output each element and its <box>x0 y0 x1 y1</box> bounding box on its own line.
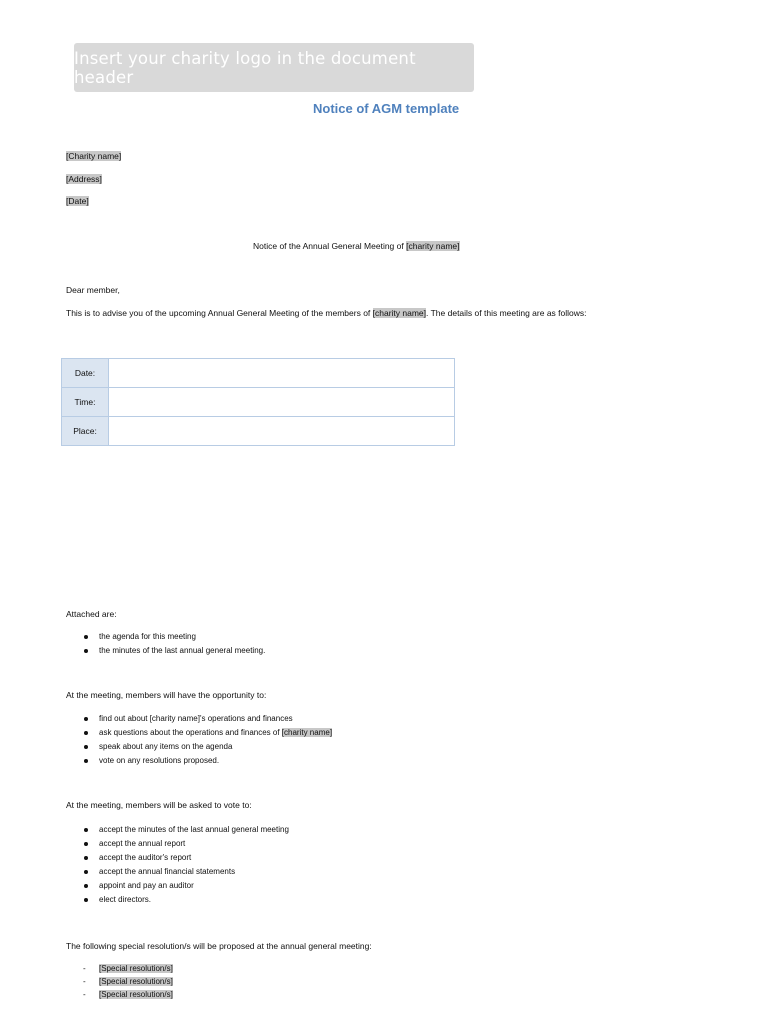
vote-list <box>66 823 289 907</box>
list-item: find out about [charity name]'s operations and finances <box>66 712 332 726</box>
list-item <box>66 962 173 975</box>
notice-heading-text: Notice of the Annual General Meeting of <box>253 241 407 251</box>
notice-heading-placeholder: [charity name] <box>406 241 460 251</box>
time-value-cell[interactable] <box>109 388 455 417</box>
list-item: accept the minutes of the last annual general meeting <box>66 823 289 837</box>
vote-heading: At the meeting, members will be asked to vote to: <box>66 800 252 810</box>
meeting-details-table <box>61 358 455 446</box>
address-field <box>66 174 102 185</box>
document-title: Notice of AGM template <box>313 101 460 116</box>
special-resolution-placeholder: [Special resolution/s] <box>99 964 173 973</box>
list-item: vote on any resolutions proposed. <box>66 754 332 768</box>
charity-name-placeholder: [Charity name] <box>66 151 122 161</box>
date-field <box>66 196 89 207</box>
list-item: accept the annual report <box>66 837 289 851</box>
address-placeholder: [Address] <box>66 174 102 184</box>
time-label: Time: <box>62 388 109 417</box>
attached-heading: Attached are: <box>66 609 117 619</box>
table-row <box>62 388 455 417</box>
list-item: accept the auditor's report <box>66 851 289 865</box>
special-resolutions-list <box>66 962 173 1001</box>
date-placeholder: [Date] <box>66 196 89 206</box>
intro-suffix: . The details of this meeting are as follows: <box>426 308 587 318</box>
list-item <box>66 975 173 988</box>
list-item: speak about any items on the agenda <box>66 740 332 754</box>
list-item: appoint and pay an auditor <box>66 879 289 893</box>
intro-text: This is to advise you of the upcoming Annual General Meeting of the members of <box>66 308 373 318</box>
date-label: Date: <box>62 359 109 388</box>
charity-name-placeholder: [charity name] <box>281 728 333 737</box>
list-item: elect directors. <box>66 893 289 907</box>
special-resolution-placeholder: [Special resolution/s] <box>99 990 173 999</box>
special-resolution-placeholder: [Special resolution/s] <box>99 977 173 986</box>
charity-name-field <box>66 151 121 162</box>
opportunity-list <box>66 712 332 768</box>
place-value-cell[interactable] <box>109 417 455 446</box>
logo-placeholder: Insert your charity logo in the document header <box>74 43 474 92</box>
special-resolutions-heading: The following special resolution/s will be proposed at the annual general meeting: <box>66 941 372 951</box>
notice-heading <box>253 241 460 252</box>
list-item: the minutes of the last annual general meeting. <box>66 644 265 658</box>
intro-paragraph <box>66 308 587 319</box>
list-item <box>66 726 332 740</box>
intro-placeholder: [charity name] <box>372 308 427 318</box>
list-item: accept the annual financial statements <box>66 865 289 879</box>
list-item: the agenda for this meeting <box>66 630 265 644</box>
table-row <box>62 359 455 388</box>
opportunity-heading: At the meeting, members will have the opportunity to: <box>66 690 267 700</box>
date-value-cell[interactable] <box>109 359 455 388</box>
list-item <box>66 988 173 1001</box>
list-item-text: ask questions about the operations and finances of <box>99 728 282 737</box>
attached-list <box>66 630 265 658</box>
salutation: Dear member, <box>66 285 120 295</box>
table-row <box>62 417 455 446</box>
place-label: Place: <box>62 417 109 446</box>
